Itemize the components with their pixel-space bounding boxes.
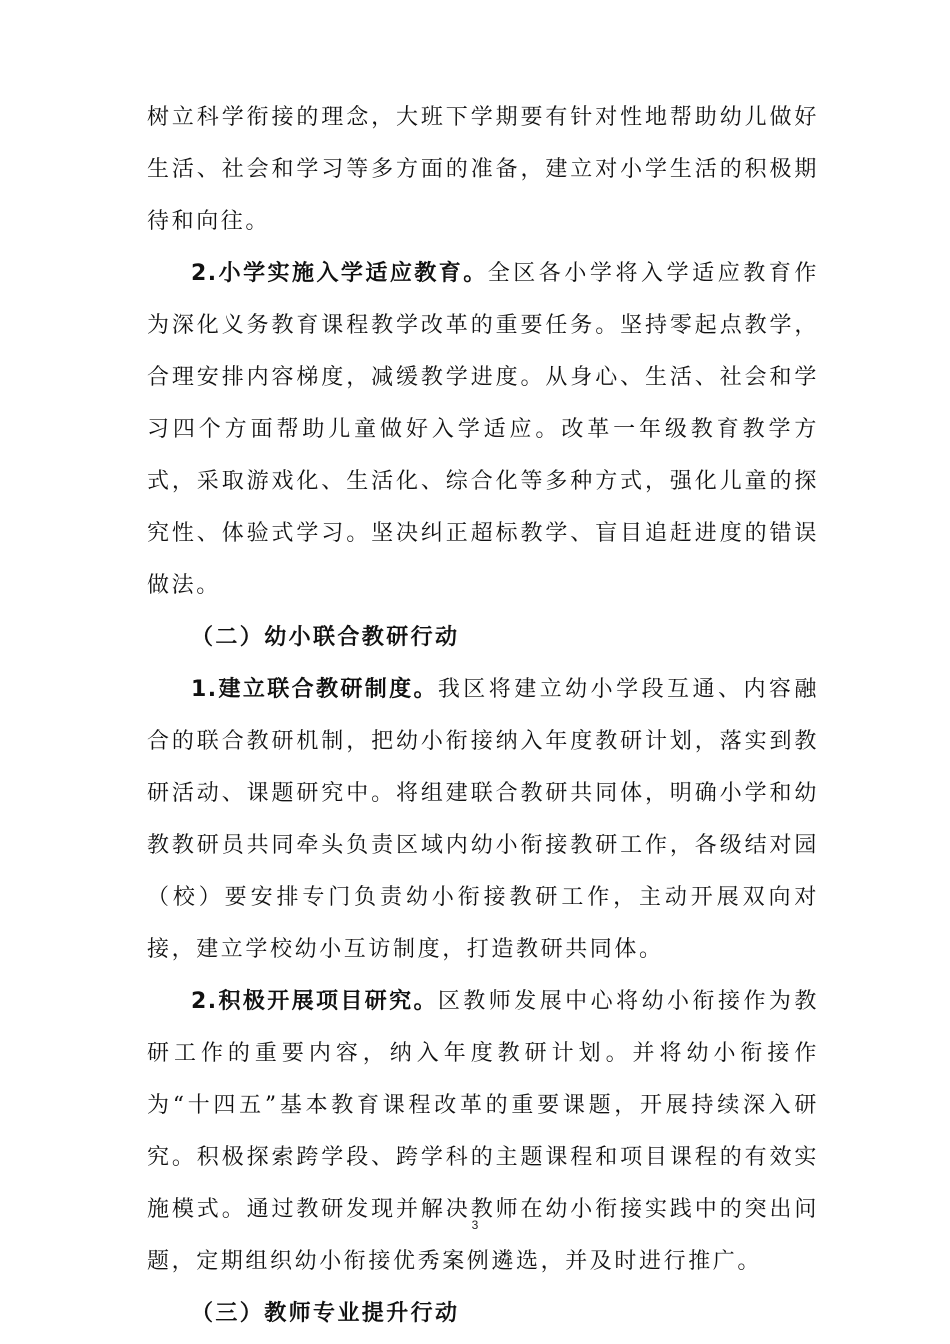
paragraph-primary-school-adaptation <box>147 248 819 612</box>
paragraph-text: 我区将建立幼小学段互通、内容融合的联合教研机制，把幼小衔接纳入年度教研计划，落实到教研活动、课题研究中。将组建联合教研共同体，明确小学和幼教教研员共同牵头负责区域内幼小衔接教研工作，各级结对园（校）要安排专门负责幼小衔接教研工作，主动开展双向对接，建立学校幼小互访制度，打造教研共同体。 <box>147 677 819 962</box>
section-heading-teacher-development: （三）教师专业提升行动 <box>191 1301 460 1326</box>
paragraph-continuation <box>147 92 819 248</box>
paragraph-project-research <box>147 976 819 1288</box>
section-heading-joint-research: （二）幼小联合教研行动 <box>191 625 460 650</box>
paragraph-lead-bold: 2.积极开展项目研究。 <box>191 989 438 1014</box>
paragraph-text: 树立科学衔接的理念，大班下学期要有针对性地帮助幼儿做好生活、社会和学习等多方面的准备，建立对小学生活的积极期待和向往。 <box>147 105 819 234</box>
paragraph-text: 全区各小学将入学适应教育作为深化义务教育课程教学改革的重要任务。坚持零起点教学，合理安排内容梯度，减缓教学进度。从身心、生活、社会和学习四个方面帮助儿童做好入学适应。改革一年级教育教学方式，采取游戏化、生活化、综合化等多种方式，强化儿童的探究性、体验式学习。坚决纠正超标教学、盲目追赶进度的错误做法。 <box>147 261 819 598</box>
document-body <box>147 92 819 1340</box>
paragraph-joint-research-system <box>147 664 819 976</box>
paragraph-lead-bold: 1.建立联合教研制度。 <box>191 677 438 702</box>
paragraph-text: 区教师发展中心将幼小衔接作为教研工作的重要内容，纳入年度教研计划。并将幼小衔接作为“十四五”基本教育课程改革的重要课题，开展持续深入研究。积极探索跨学段、跨学科的主题课程和项目课程的有效实施模式。通过教研发现并解决教师在幼小衔接实践中的突出问题，定期组织幼小衔接优秀案例遴选，并及时进行推广。 <box>147 989 819 1274</box>
page-number: 3 <box>471 1218 479 1232</box>
paragraph-lead-bold: 2.小学实施入学适应教育。 <box>191 261 488 286</box>
